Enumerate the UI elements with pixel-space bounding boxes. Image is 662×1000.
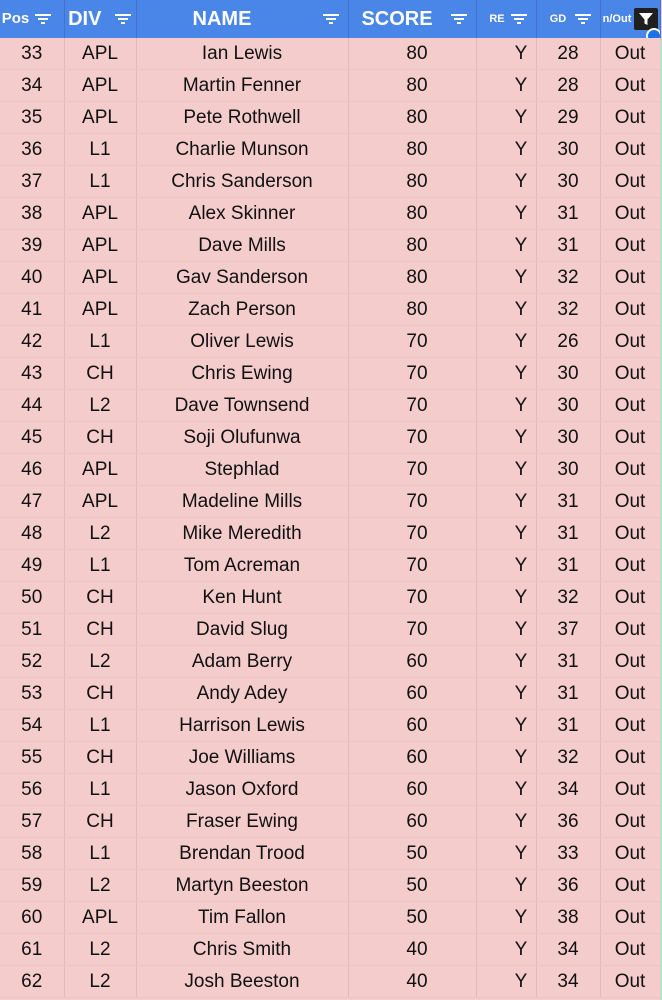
column-header-score[interactable]	[348, 0, 476, 38]
cell-name[interactable]: Jason Oxford	[136, 774, 348, 806]
cell-rep[interactable]: Y	[476, 38, 536, 70]
cell-score[interactable]: 50	[348, 838, 476, 870]
cell-score[interactable]: 50	[348, 902, 476, 934]
cell-name[interactable]: Chris Smith	[136, 934, 348, 966]
cell-gd[interactable]: 32	[536, 294, 600, 326]
cell-in-out[interactable]: Out	[600, 70, 660, 102]
table-row	[0, 230, 660, 262]
cell-score[interactable]: 70	[348, 454, 476, 486]
column-header-label: SCORE	[361, 8, 433, 30]
cell-gd[interactable]: 34	[536, 966, 600, 998]
cell-in-out[interactable]: Out	[600, 454, 660, 486]
table-row	[0, 38, 660, 70]
cell-div[interactable]: CH	[64, 422, 136, 454]
table-row	[0, 358, 660, 390]
column-header-in-out[interactable]	[600, 0, 660, 38]
cell-in-out[interactable]: Out	[600, 230, 660, 262]
cell-div[interactable]: L2	[64, 934, 136, 966]
cell-rep[interactable]: Y	[476, 678, 536, 710]
cell-name[interactable]: Tom Acreman	[136, 550, 348, 582]
table-row	[0, 966, 660, 998]
cell-pos[interactable]: 41	[0, 294, 64, 326]
cell-score[interactable]: 80	[348, 134, 476, 166]
cell-pos[interactable]: 58	[0, 838, 64, 870]
column-header-pos[interactable]	[0, 0, 64, 38]
selection-handle[interactable]	[646, 28, 661, 38]
cell-name[interactable]: Ken Hunt	[136, 582, 348, 614]
cell-in-out[interactable]: Out	[600, 102, 660, 134]
cell-score[interactable]: 70	[348, 486, 476, 518]
cell-rep[interactable]: Y	[476, 390, 536, 422]
cell-rep[interactable]: Y	[476, 838, 536, 870]
column-header-gd[interactable]	[536, 0, 600, 38]
cell-in-out[interactable]: Out	[600, 710, 660, 742]
cell-name[interactable]: Mike Meredith	[136, 518, 348, 550]
cell-gd[interactable]: 34	[536, 934, 600, 966]
cell-score[interactable]: 80	[348, 262, 476, 294]
column-header-div[interactable]	[64, 0, 136, 38]
cell-name[interactable]: Charlie Munson	[136, 134, 348, 166]
cell-div[interactable]: CH	[64, 614, 136, 646]
cell-name[interactable]: Gav Sanderson	[136, 262, 348, 294]
cell-pos[interactable]: 35	[0, 102, 64, 134]
table-row	[0, 134, 660, 166]
cell-score[interactable]: 80	[348, 294, 476, 326]
cell-gd[interactable]: 29	[536, 102, 600, 134]
cell-in-out[interactable]: Out	[600, 838, 660, 870]
cell-div[interactable]: APL	[64, 294, 136, 326]
column-header-label: Pos	[1, 10, 30, 27]
table-row	[0, 838, 660, 870]
column-header-label: DIV	[68, 8, 102, 30]
column-header-label: NAME	[192, 8, 252, 30]
cell-div[interactable]: L2	[64, 390, 136, 422]
cell-score[interactable]: 80	[348, 166, 476, 198]
cell-pos[interactable]: 54	[0, 710, 64, 742]
cell-div[interactable]: L2	[64, 870, 136, 902]
cell-rep[interactable]: Y	[476, 646, 536, 678]
cell-in-out[interactable]: Out	[600, 966, 660, 998]
cell-div[interactable]: L1	[64, 838, 136, 870]
cell-in-out[interactable]: Out	[600, 870, 660, 902]
cell-gd[interactable]: 31	[536, 710, 600, 742]
cell-name[interactable]: Madeline Mills	[136, 486, 348, 518]
cell-pos[interactable]: 60	[0, 902, 64, 934]
cell-score[interactable]: 60	[348, 646, 476, 678]
cell-rep[interactable]: Y	[476, 294, 536, 326]
cell-in-out[interactable]: Out	[600, 326, 660, 358]
cell-div[interactable]: APL	[64, 262, 136, 294]
cell-pos[interactable]: 52	[0, 646, 64, 678]
cell-gd[interactable]: 32	[536, 742, 600, 774]
cell-rep[interactable]: Y	[476, 966, 536, 998]
cell-pos[interactable]: 37	[0, 166, 64, 198]
cell-rep[interactable]: Y	[476, 262, 536, 294]
cell-name[interactable]: Zach Person	[136, 294, 348, 326]
table-row	[0, 902, 660, 934]
cell-name[interactable]: Joe Williams	[136, 742, 348, 774]
header-row	[0, 0, 660, 38]
cell-rep[interactable]: Y	[476, 742, 536, 774]
cell-score[interactable]: 40	[348, 966, 476, 998]
table-row	[0, 262, 660, 294]
cell-in-out[interactable]: Out	[600, 582, 660, 614]
cell-in-out[interactable]: Out	[600, 262, 660, 294]
cell-pos[interactable]: 57	[0, 806, 64, 838]
cell-rep[interactable]: Y	[476, 582, 536, 614]
cell-gd[interactable]: 31	[536, 678, 600, 710]
cell-div[interactable]: APL	[64, 38, 136, 70]
cell-rep[interactable]: Y	[476, 454, 536, 486]
table-row	[0, 70, 660, 102]
filter-icon[interactable]	[510, 12, 528, 26]
cell-gd[interactable]: 31	[536, 230, 600, 262]
cell-pos[interactable]: 42	[0, 326, 64, 358]
cell-name[interactable]: Dave Townsend	[136, 390, 348, 422]
cell-in-out[interactable]: Out	[600, 294, 660, 326]
cell-in-out[interactable]: Out	[600, 422, 660, 454]
cell-name[interactable]: Brendan Trood	[136, 838, 348, 870]
cell-pos[interactable]: 38	[0, 198, 64, 230]
table-row	[0, 678, 660, 710]
table-row	[0, 934, 660, 966]
cell-gd[interactable]: 34	[536, 774, 600, 806]
table-row	[0, 614, 660, 646]
cell-name[interactable]: Dave Mills	[136, 230, 348, 262]
cell-name[interactable]: Oliver Lewis	[136, 326, 348, 358]
table-body	[0, 38, 660, 998]
cell-in-out[interactable]: Out	[600, 134, 660, 166]
cell-pos[interactable]: 49	[0, 550, 64, 582]
cell-in-out[interactable]: Out	[600, 806, 660, 838]
table-row	[0, 198, 660, 230]
cell-score[interactable]: 80	[348, 70, 476, 102]
table-row	[0, 742, 660, 774]
cell-gd[interactable]: 30	[536, 134, 600, 166]
cell-pos[interactable]: 34	[0, 70, 64, 102]
cell-gd[interactable]: 31	[536, 486, 600, 518]
cell-rep[interactable]: Y	[476, 70, 536, 102]
table-row	[0, 806, 660, 838]
cell-gd[interactable]: 30	[536, 454, 600, 486]
cell-in-out[interactable]: Out	[600, 902, 660, 934]
cell-gd[interactable]: 36	[536, 870, 600, 902]
table-row	[0, 422, 660, 454]
cell-gd[interactable]: 32	[536, 582, 600, 614]
cell-div[interactable]: APL	[64, 454, 136, 486]
filter-icon[interactable]	[450, 12, 468, 26]
cell-in-out[interactable]: Out	[600, 678, 660, 710]
cell-gd[interactable]: 36	[536, 806, 600, 838]
cell-in-out[interactable]: Out	[600, 358, 660, 390]
cell-gd[interactable]: 28	[536, 38, 600, 70]
cell-gd[interactable]: 31	[536, 198, 600, 230]
cell-rep[interactable]: Y	[476, 614, 536, 646]
cell-score[interactable]: 70	[348, 518, 476, 550]
cell-score[interactable]: 80	[348, 102, 476, 134]
cell-in-out[interactable]: Out	[600, 166, 660, 198]
cell-score[interactable]: 80	[348, 230, 476, 262]
cell-rep[interactable]: Y	[476, 806, 536, 838]
cell-rep[interactable]: Y	[476, 774, 536, 806]
filter-icon[interactable]	[322, 12, 340, 26]
cell-div[interactable]: CH	[64, 582, 136, 614]
cell-div[interactable]: L1	[64, 134, 136, 166]
cell-name[interactable]: Josh Beeston	[136, 966, 348, 998]
cell-score[interactable]: 80	[348, 198, 476, 230]
cell-in-out[interactable]: Out	[600, 646, 660, 678]
cell-score[interactable]: 60	[348, 678, 476, 710]
cell-div[interactable]: CH	[64, 678, 136, 710]
cell-pos[interactable]: 44	[0, 390, 64, 422]
cell-score[interactable]: 80	[348, 38, 476, 70]
table-row	[0, 390, 660, 422]
cell-pos[interactable]: 33	[0, 38, 64, 70]
cell-div[interactable]: APL	[64, 902, 136, 934]
cell-in-out[interactable]: Out	[600, 934, 660, 966]
cell-name[interactable]: Fraser Ewing	[136, 806, 348, 838]
cell-gd[interactable]: 30	[536, 358, 600, 390]
cell-name[interactable]: Soji Olufunwa	[136, 422, 348, 454]
cell-div[interactable]: APL	[64, 486, 136, 518]
cell-rep[interactable]: Y	[476, 166, 536, 198]
cell-rep[interactable]: Y	[476, 422, 536, 454]
cell-rep[interactable]: Y	[476, 550, 536, 582]
table-row	[0, 294, 660, 326]
table-row	[0, 326, 660, 358]
cell-div[interactable]: L1	[64, 774, 136, 806]
cell-gd[interactable]: 31	[536, 518, 600, 550]
filter-icon[interactable]	[34, 12, 52, 26]
column-header-name[interactable]	[136, 0, 348, 38]
cell-gd[interactable]: 33	[536, 838, 600, 870]
cell-div[interactable]: L1	[64, 166, 136, 198]
cell-name[interactable]: Andy Adey	[136, 678, 348, 710]
table-row	[0, 582, 660, 614]
cell-rep[interactable]: Y	[476, 486, 536, 518]
cell-score[interactable]: 70	[348, 550, 476, 582]
cell-name[interactable]: Adam Berry	[136, 646, 348, 678]
cell-gd[interactable]: 31	[536, 646, 600, 678]
table-row	[0, 710, 660, 742]
cell-rep[interactable]: Y	[476, 326, 536, 358]
cell-score[interactable]: 60	[348, 710, 476, 742]
cell-name[interactable]: Alex Skinner	[136, 198, 348, 230]
cell-gd[interactable]: 28	[536, 70, 600, 102]
cell-div[interactable]: L1	[64, 550, 136, 582]
cell-in-out[interactable]: Out	[600, 518, 660, 550]
cell-in-out[interactable]: Out	[600, 38, 660, 70]
cell-pos[interactable]: 56	[0, 774, 64, 806]
cell-name[interactable]: Martin Fenner	[136, 70, 348, 102]
cell-name[interactable]: Harrison Lewis	[136, 710, 348, 742]
cell-pos[interactable]: 55	[0, 742, 64, 774]
cell-gd[interactable]: 37	[536, 614, 600, 646]
table-row	[0, 550, 660, 582]
cell-score[interactable]: 40	[348, 934, 476, 966]
cell-score[interactable]: 60	[348, 742, 476, 774]
cell-score[interactable]: 50	[348, 870, 476, 902]
cell-div[interactable]: APL	[64, 198, 136, 230]
table-row	[0, 774, 660, 806]
cell-pos[interactable]: 48	[0, 518, 64, 550]
column-header-label: n/Out	[602, 13, 632, 25]
cell-gd[interactable]: 32	[536, 262, 600, 294]
cell-in-out[interactable]: Out	[600, 774, 660, 806]
cell-pos[interactable]: 46	[0, 454, 64, 486]
cell-gd[interactable]: 30	[536, 390, 600, 422]
table-row	[0, 518, 660, 550]
table-row	[0, 102, 660, 134]
cell-name[interactable]: Chris Ewing	[136, 358, 348, 390]
cell-rep[interactable]: Y	[476, 134, 536, 166]
cell-in-out[interactable]: Out	[600, 198, 660, 230]
cell-gd[interactable]: 30	[536, 422, 600, 454]
table-row	[0, 166, 660, 198]
cell-gd[interactable]: 38	[536, 902, 600, 934]
cell-rep[interactable]: Y	[476, 518, 536, 550]
cell-pos[interactable]: 45	[0, 422, 64, 454]
cell-div[interactable]: L1	[64, 326, 136, 358]
cell-rep[interactable]: Y	[476, 934, 536, 966]
cell-name[interactable]: Martyn Beeston	[136, 870, 348, 902]
cell-in-out[interactable]: Out	[600, 614, 660, 646]
cell-rep[interactable]: Y	[476, 902, 536, 934]
cell-pos[interactable]: 61	[0, 934, 64, 966]
cell-gd[interactable]: 31	[536, 550, 600, 582]
cell-score[interactable]: 70	[348, 582, 476, 614]
cell-rep[interactable]: Y	[476, 870, 536, 902]
cell-score[interactable]: 70	[348, 614, 476, 646]
cell-div[interactable]: APL	[64, 70, 136, 102]
cell-pos[interactable]: 50	[0, 582, 64, 614]
table-row	[0, 454, 660, 486]
cell-gd[interactable]: 30	[536, 166, 600, 198]
cell-name[interactable]: Stephlad	[136, 454, 348, 486]
cell-div[interactable]: L1	[64, 710, 136, 742]
cell-name[interactable]: Pete Rothwell	[136, 102, 348, 134]
column-header-rep[interactable]	[476, 0, 536, 38]
cell-in-out[interactable]: Out	[600, 742, 660, 774]
cell-rep[interactable]: Y	[476, 198, 536, 230]
cell-score[interactable]: 70	[348, 422, 476, 454]
cell-div[interactable]: APL	[64, 230, 136, 262]
cell-pos[interactable]: 51	[0, 614, 64, 646]
cell-div[interactable]: L2	[64, 518, 136, 550]
cell-div[interactable]: CH	[64, 358, 136, 390]
cell-pos[interactable]: 59	[0, 870, 64, 902]
cell-in-out[interactable]: Out	[600, 486, 660, 518]
cell-in-out[interactable]: Out	[600, 550, 660, 582]
cell-div[interactable]: L2	[64, 646, 136, 678]
cell-pos[interactable]: 47	[0, 486, 64, 518]
cell-pos[interactable]: 36	[0, 134, 64, 166]
cell-rep[interactable]: Y	[476, 102, 536, 134]
cell-gd[interactable]: 26	[536, 326, 600, 358]
table-row	[0, 486, 660, 518]
cell-div[interactable]: CH	[64, 742, 136, 774]
cell-pos[interactable]: 40	[0, 262, 64, 294]
cell-name[interactable]: Tim Fallon	[136, 902, 348, 934]
cell-in-out[interactable]: Out	[600, 390, 660, 422]
cell-rep[interactable]: Y	[476, 230, 536, 262]
cell-pos[interactable]: 53	[0, 678, 64, 710]
filter-icon[interactable]	[574, 12, 592, 26]
cell-div[interactable]: APL	[64, 102, 136, 134]
table-row	[0, 870, 660, 902]
cell-name[interactable]: Ian Lewis	[136, 38, 348, 70]
cell-pos[interactable]: 62	[0, 966, 64, 998]
table-row	[0, 646, 660, 678]
cell-rep[interactable]: Y	[476, 710, 536, 742]
cell-pos[interactable]: 43	[0, 358, 64, 390]
cell-score[interactable]: 70	[348, 358, 476, 390]
cell-div[interactable]: L2	[64, 966, 136, 998]
filter-funnel-active-icon[interactable]	[634, 8, 658, 30]
cell-score[interactable]: 60	[348, 774, 476, 806]
cell-score[interactable]: 70	[348, 326, 476, 358]
filter-icon[interactable]	[114, 12, 132, 26]
cell-score[interactable]: 60	[348, 806, 476, 838]
cell-div[interactable]: CH	[64, 806, 136, 838]
cell-pos[interactable]: 39	[0, 230, 64, 262]
cell-rep[interactable]: Y	[476, 358, 536, 390]
cell-name[interactable]: Chris Sanderson	[136, 166, 348, 198]
cell-name[interactable]: David Slug	[136, 614, 348, 646]
column-header-label: RE	[489, 13, 505, 25]
column-header-label: GD	[549, 13, 567, 25]
cell-score[interactable]: 70	[348, 390, 476, 422]
